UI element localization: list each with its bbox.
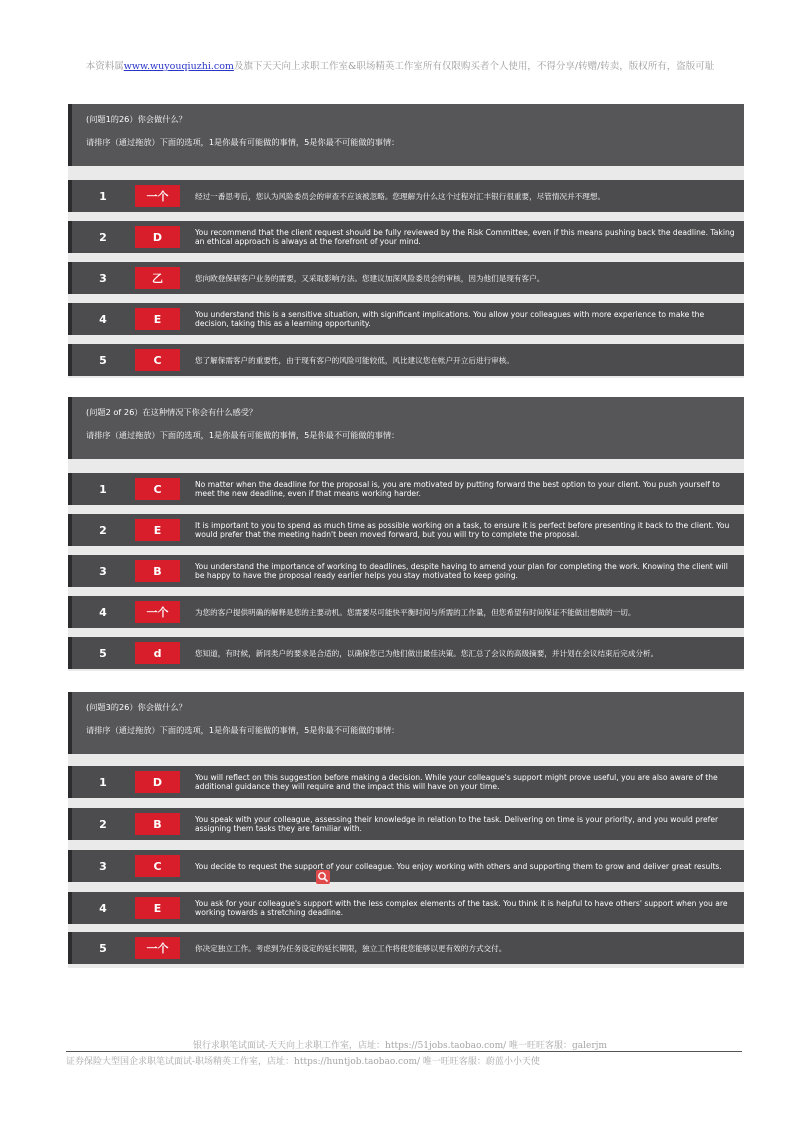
option-text: You speak with your colleague, assessing their knowledge in relation to the task. Delivering on time is your priority, and you would prefer assigning them tasks they are familiar with. bbox=[195, 815, 719, 833]
option-badge: B bbox=[135, 813, 180, 835]
option-rank: 1 bbox=[99, 775, 107, 789]
option-text: You understand this is a sensitive situation, with significant implications. You allow your colleagues with more experience to make the decision, taking this as a learning opportunity. bbox=[195, 310, 705, 328]
question-header bbox=[68, 104, 744, 166]
question-title: (问题1的26）你会做什么？ bbox=[86, 114, 187, 124]
option-badge: 一个 bbox=[135, 185, 180, 207]
question-block bbox=[68, 104, 744, 378]
option-badge: 一个 bbox=[135, 937, 180, 959]
option-row[interactable] bbox=[68, 262, 744, 294]
option-rank: 5 bbox=[99, 941, 107, 955]
option-rank: 4 bbox=[99, 312, 107, 326]
option-text: You decide to request the support of your colleague. You enjoy working with others and supporting them to grow and deliver great results. bbox=[195, 861, 722, 871]
option-row[interactable] bbox=[68, 892, 744, 924]
option-text: 您了解保需客户的重要性，由于现有客户的风险可能较低，风比建议您在帐户开立后进行审核。 bbox=[195, 355, 514, 365]
question-title: (问题3的26）你会做什么？ bbox=[86, 702, 187, 712]
option-rank: 3 bbox=[99, 564, 107, 578]
option-rank: 2 bbox=[99, 817, 107, 831]
option-row[interactable] bbox=[68, 596, 744, 628]
option-row[interactable] bbox=[68, 473, 744, 505]
option-badge: C bbox=[135, 855, 180, 877]
option-badge: D bbox=[135, 226, 180, 248]
option-row[interactable] bbox=[68, 180, 744, 212]
option-badge: 一个 bbox=[135, 601, 180, 623]
option-text: You recommend that the client request should be fully reviewed by the Risk Committee, even if this means pushing back the deadline. Taking an ethical approach is always at the forefront of your mind. bbox=[195, 228, 735, 246]
option-row[interactable] bbox=[68, 637, 744, 669]
question-header bbox=[68, 692, 744, 754]
footer-shop-line-2: 证券保险大型国企求职笔试面试-职场精英工作室，店址：https://huntjob.taobao.com/ 唯一旺旺客服：蔚蓝小小天使 bbox=[66, 1057, 540, 1067]
option-text: You ask for your colleague's support with the less complex elements of the task. You think it is helpful to have others' support when you are working towards a stretching deadline. bbox=[195, 899, 728, 917]
option-text: You will reflect on this suggestion before making a decision. While your colleague's support might prove useful, you are also aware of the additional guidance they will require and the impact this will have on your time. bbox=[195, 773, 718, 791]
option-badge: D bbox=[135, 771, 180, 793]
question-instruction: 请排序（通过拖放）下面的选项，1是你最有可能做的事情，5是你最不可能做的事情： bbox=[86, 430, 400, 440]
option-rank: 4 bbox=[99, 605, 107, 619]
footer-shop-line: 银行求职笔试面试-天天向上求职工作室，店址：https://51jobs.taobao.com/ 唯一旺旺客服：galerjm bbox=[193, 1041, 607, 1051]
option-row[interactable] bbox=[68, 344, 744, 376]
option-text: 你决定独立工作。考虑到为任务设定的延长期限，独立工作将使您能够以更有效的方式交付。 bbox=[195, 943, 507, 953]
question-block bbox=[68, 397, 744, 671]
footer-divider bbox=[66, 1051, 742, 1052]
option-row[interactable] bbox=[68, 932, 744, 964]
option-row[interactable] bbox=[68, 808, 744, 840]
copyright-note bbox=[0, 58, 800, 72]
option-text: You understand the importance of working to deadlines, despite having to amend your plan for completing the work. Knowing the client will be happy to have the proposal ready earlier helps you stay motivated to keep going. bbox=[195, 562, 728, 580]
option-badge: E bbox=[135, 897, 180, 919]
option-rank: 5 bbox=[99, 353, 107, 367]
copyright-prefix: 本资料属 bbox=[85, 61, 124, 72]
option-badge: B bbox=[135, 560, 180, 582]
option-rank: 3 bbox=[99, 271, 107, 285]
option-rank: 2 bbox=[99, 523, 107, 537]
website-link[interactable]: www.wuyouqiuzhi.com bbox=[123, 61, 234, 72]
question-header bbox=[68, 397, 744, 459]
option-badge: 乙 bbox=[135, 267, 180, 289]
option-rank: 1 bbox=[99, 189, 107, 203]
question-block bbox=[68, 692, 744, 968]
search-icon[interactable] bbox=[316, 870, 330, 884]
option-text: No matter when the deadline for the proposal is, you are motivated by putting forward the best option to your client. You push yourself to meet the new deadline, even if that means working harder. bbox=[195, 480, 720, 498]
option-row[interactable] bbox=[68, 555, 744, 587]
option-rank: 5 bbox=[99, 646, 107, 660]
option-text: 您知道，有时候，新同类户的要求是合适的，以确保您已为他们做出最佳决策。您汇总了会议的高级摘要，并计划在会议结束后完成分析。 bbox=[195, 648, 659, 658]
option-row[interactable] bbox=[68, 766, 744, 798]
question-instruction: 请排序（通过拖放）下面的选项，1是你最有可能做的事情，5是你最不可能做的事情： bbox=[86, 725, 400, 735]
question-instruction: 请排序（通过拖放）下面的选项，1是你最有可能做的事情，5是你最不可能做的事情： bbox=[86, 137, 400, 147]
option-rank: 2 bbox=[99, 230, 107, 244]
option-rank: 1 bbox=[99, 482, 107, 496]
option-rank: 3 bbox=[99, 859, 107, 873]
option-badge: E bbox=[135, 308, 180, 330]
option-text: It is important to you to spend as much time as possible working on a task, to ensure it is perfect before presenting it back to the client. You would prefer that the meeting hadn't been moved forward, but you will try to complete the proposal. bbox=[195, 521, 730, 539]
option-badge: C bbox=[135, 349, 180, 371]
option-text: 您向欧登保研客户业务的需要，又采取影响方法。您建议加深风险委员会的审核，因为他们是现有客户。 bbox=[195, 273, 545, 283]
question-title: (问题2 of 26）在这种情况下你会有什么感受？ bbox=[86, 407, 258, 417]
option-badge: C bbox=[135, 478, 180, 500]
option-row[interactable] bbox=[68, 514, 744, 546]
option-row[interactable] bbox=[68, 303, 744, 335]
option-row[interactable] bbox=[68, 850, 744, 882]
copyright-suffix: 及旗下天天向上求职工作室&职场精英工作室所有仅限购买者个人使用，不得分享/转赠/转卖，版权所有，盗版可耻 bbox=[233, 61, 715, 72]
option-rank: 4 bbox=[99, 901, 107, 915]
option-text: 为您的客户提供明确的解释是您的主要动机。您需要尽可能快平衡时间与所需的工作量，但您希望有时间保证不能做出想做的一切。 bbox=[195, 607, 636, 617]
option-badge: d bbox=[135, 642, 180, 664]
option-badge: E bbox=[135, 519, 180, 541]
option-text: 经过一番思考后，您认为风险委员会的审查不应该被忽略。您理解为什么这个过程对汇丰银行很重要，尽管情况并不理想。 bbox=[195, 191, 606, 201]
option-row[interactable] bbox=[68, 221, 744, 253]
